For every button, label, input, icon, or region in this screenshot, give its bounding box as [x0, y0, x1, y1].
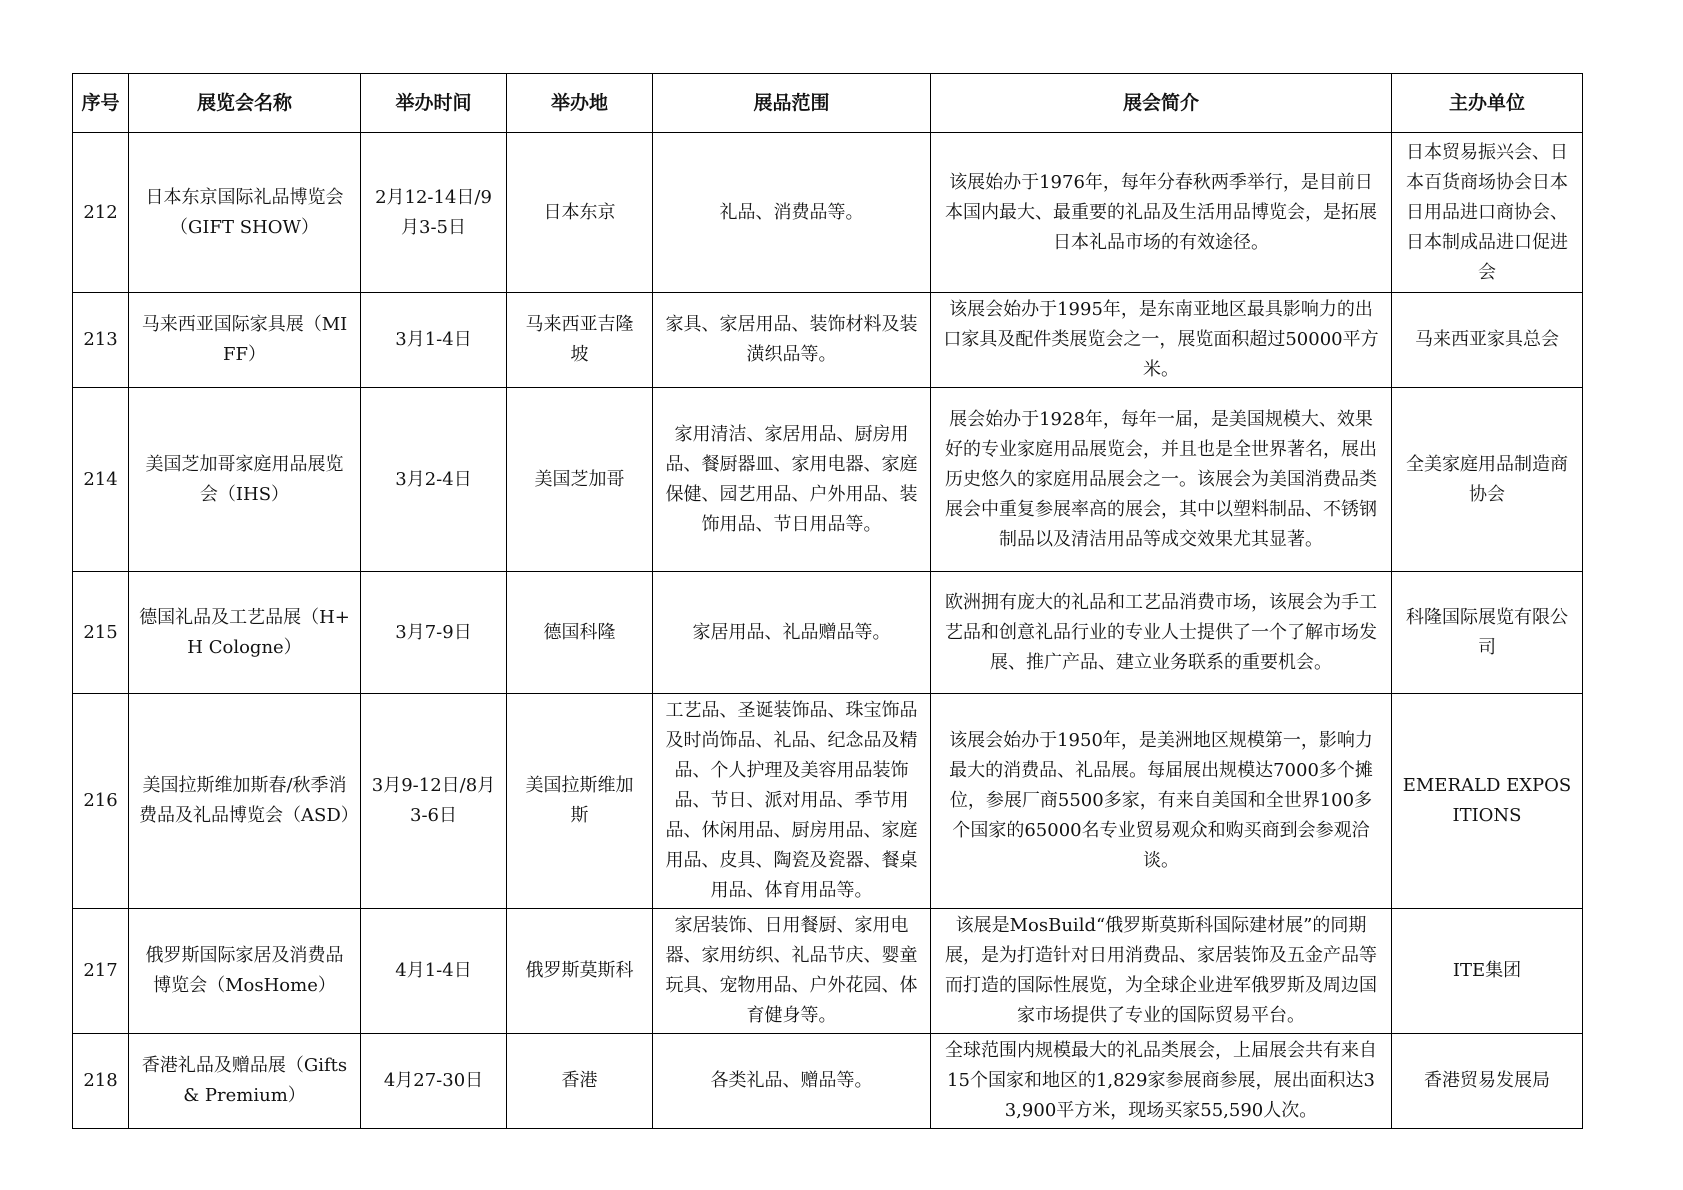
cell-organizer: ITE集团 [1392, 909, 1583, 1034]
cell-intro: 欧洲拥有庞大的礼品和工艺品消费市场，该展会为手工艺品和创意礼品行业的专业人士提供了一个了解市场发展、推广产品、建立业务联系的重要机会。 [931, 572, 1392, 694]
cell-intro: 该展是MosBuild“俄罗斯莫斯科国际建材展”的同期展，是为打造针对日用消费品、家居装饰及五金产品等而打造的国际性展览，为全球企业进军俄罗斯及周边国家市场提供了专业的国际贸易平台。 [931, 909, 1392, 1034]
cell-name: 香港礼品及赠品展（Gifts & Premium） [129, 1034, 361, 1129]
exhibition-table [72, 73, 1583, 1129]
cell-name: 马来西亚国际家具展（MIFF） [129, 293, 361, 388]
cell-scope: 家居装饰、日用餐厨、家用电器、家用纺织、礼品节庆、婴童玩具、宠物用品、户外花园、体育健身等。 [653, 909, 931, 1034]
cell-organizer: 香港贸易发展局 [1392, 1034, 1583, 1129]
cell-place: 德国科隆 [507, 572, 653, 694]
cell-organizer: 科隆国际展览有限公司 [1392, 572, 1583, 694]
cell-intro: 全球范围内规模最大的礼品类展会，上届展会共有来自15个国家和地区的1,829家参展商参展，展出面积达33,900平方米，现场买家55,590人次。 [931, 1034, 1392, 1129]
cell-no: 212 [73, 133, 129, 293]
cell-scope: 家用清洁、家居用品、厨房用品、餐厨器皿、家用电器、家庭保健、园艺用品、户外用品、装饰用品、节日用品等。 [653, 388, 931, 572]
cell-name: 日本东京国际礼品博览会（GIFT SHOW） [129, 133, 361, 293]
cell-organizer: 全美家庭用品制造商协会 [1392, 388, 1583, 572]
cell-no: 218 [73, 1034, 129, 1129]
header-intro: 展会简介 [931, 74, 1392, 133]
cell-time: 3月2-4日 [361, 388, 507, 572]
table-row [73, 909, 1583, 1034]
cell-scope: 工艺品、圣诞装饰品、珠宝饰品及时尚饰品、礼品、纪念品及精品、个人护理及美容用品装饰品、节日、派对用品、季节用品、休闲用品、厨房用品、家庭用品、皮具、陶瓷及瓷器、餐桌用品、体育用品等。 [653, 694, 931, 909]
cell-place: 美国拉斯维加斯 [507, 694, 653, 909]
cell-name: 美国芝加哥家庭用品展览会（IHS） [129, 388, 361, 572]
table-row [73, 694, 1583, 909]
cell-intro: 该展会始办于1950年，是美洲地区规模第一，影响力最大的消费品、礼品展。每届展出规模达7000多个摊位，参展厂商5500多家，有来自美国和全世界100多个国家的65000名专业贸易观众和购买商到会参观洽谈。 [931, 694, 1392, 909]
table-row [73, 388, 1583, 572]
cell-intro: 该展始办于1976年，每年分春秋两季举行，是目前日本国内最大、最重要的礼品及生活用品博览会，是拓展日本礼品市场的有效途径。 [931, 133, 1392, 293]
header-time: 举办时间 [361, 74, 507, 133]
cell-no: 217 [73, 909, 129, 1034]
cell-name: 俄罗斯国际家居及消费品博览会（MosHome） [129, 909, 361, 1034]
cell-organizer: EMERALD EXPOSITIONS [1392, 694, 1583, 909]
cell-scope: 礼品、消费品等。 [653, 133, 931, 293]
cell-scope: 家具、家居用品、装饰材料及装潢织品等。 [653, 293, 931, 388]
cell-time: 4月27-30日 [361, 1034, 507, 1129]
header-name: 展览会名称 [129, 74, 361, 133]
header-organizer: 主办单位 [1392, 74, 1583, 133]
cell-scope: 各类礼品、赠品等。 [653, 1034, 931, 1129]
cell-no: 215 [73, 572, 129, 694]
cell-place: 香港 [507, 1034, 653, 1129]
cell-place: 马来西亚吉隆坡 [507, 293, 653, 388]
cell-name: 德国礼品及工艺品展（H+H Cologne） [129, 572, 361, 694]
cell-time: 4月1-4日 [361, 909, 507, 1034]
cell-intro: 展会始办于1928年，每年一届，是美国规模大、效果好的专业家庭用品展览会，并且也是全世界著名，展出历史悠久的家庭用品展会之一。该展会为美国消费品类展会中重复参展率高的展会，其中以塑料制品、不锈钢制品以及清洁用品等成交效果尤其显著。 [931, 388, 1392, 572]
cell-place: 日本东京 [507, 133, 653, 293]
header-no: 序号 [73, 74, 129, 133]
table-row [73, 293, 1583, 388]
header-row [73, 74, 1583, 133]
cell-organizer: 日本贸易振兴会、日本百货商场协会日本日用品进口商协会、日本制成品进口促进会 [1392, 133, 1583, 293]
cell-no: 214 [73, 388, 129, 572]
cell-no: 213 [73, 293, 129, 388]
table-row [73, 572, 1583, 694]
cell-no: 216 [73, 694, 129, 909]
cell-time: 3月7-9日 [361, 572, 507, 694]
cell-intro: 该展会始办于1995年，是东南亚地区最具影响力的出口家具及配件类展览会之一，展览面积超过50000平方米。 [931, 293, 1392, 388]
table-row [73, 133, 1583, 293]
table-row [73, 1034, 1583, 1129]
cell-place: 美国芝加哥 [507, 388, 653, 572]
cell-time: 3月1-4日 [361, 293, 507, 388]
cell-time: 3月9-12日/8月3-6日 [361, 694, 507, 909]
header-place: 举办地 [507, 74, 653, 133]
cell-name: 美国拉斯维加斯春/秋季消费品及礼品博览会（ASD） [129, 694, 361, 909]
cell-place: 俄罗斯莫斯科 [507, 909, 653, 1034]
cell-time: 2月12-14日/9月3-5日 [361, 133, 507, 293]
cell-scope: 家居用品、礼品赠品等。 [653, 572, 931, 694]
cell-organizer: 马来西亚家具总会 [1392, 293, 1583, 388]
header-scope: 展品范围 [653, 74, 931, 133]
